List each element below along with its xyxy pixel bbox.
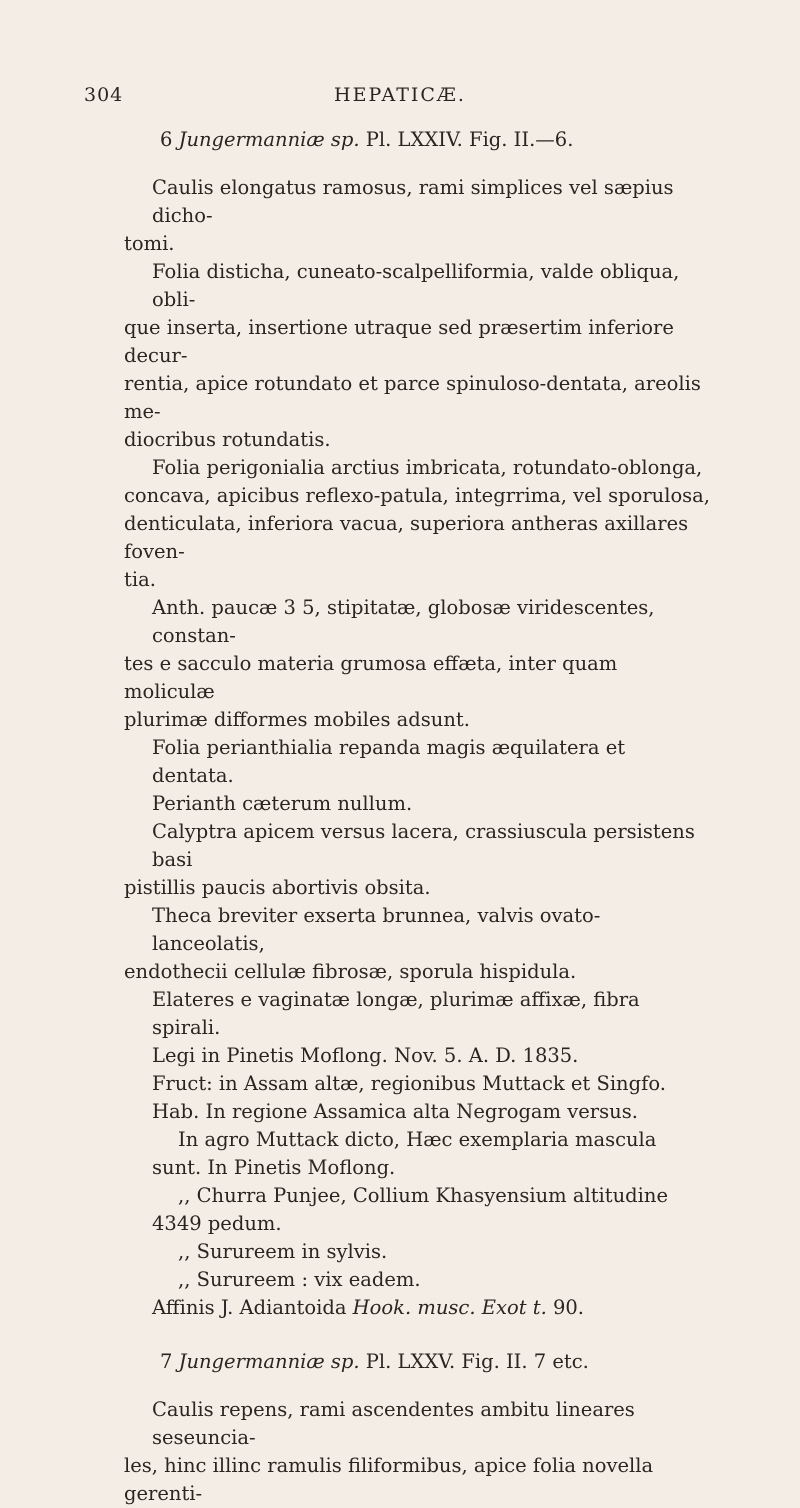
folia-perigonialia-paragraph — [124, 454, 710, 594]
text-line: In agro Muttack dicto, Hæc exemplaria mascula — [178, 1128, 657, 1151]
text-line: endothecii cellulæ fibrosæ, sporula hispidula. — [124, 960, 577, 983]
text-line: diocribus rotundatis. — [124, 428, 331, 451]
text-line: Folia disticha, cuneato-scalpelliformia, valde obliqua, obli- — [152, 260, 680, 311]
page-body — [124, 126, 710, 1508]
text-line: Caulis repens, rami ascendentes ambitu lineares seseuncia- — [152, 1398, 635, 1449]
text-line: ,, Surureem : vix eadem. — [178, 1268, 421, 1291]
entry-7-caulis-paragraph — [124, 1396, 710, 1508]
calyptra-paragraph — [124, 818, 710, 902]
entry-7-species: Jungermanniæ sp. — [178, 1350, 360, 1373]
affinis-reference: Hook. musc. Exot t. — [352, 1296, 547, 1319]
perianth-paragraph — [124, 790, 710, 818]
text-line: Hab. In regione Assamica alta Negrogam versus. — [152, 1100, 638, 1123]
text-line: les, hinc illinc ramulis filiformibus, apice folia novella gerenti- — [124, 1454, 654, 1505]
antheridia-paragraph — [124, 594, 710, 734]
text-line: 4349 pedum. — [152, 1212, 282, 1235]
text-line: Perianth cæterum nullum. — [152, 792, 413, 815]
text-line: Calyptra apicem versus lacera, crassiuscula persistens basi — [152, 820, 695, 871]
text-line: plurimæ difformes mobiles adsunt. — [124, 708, 470, 731]
running-head: HEPATICÆ. — [334, 84, 466, 106]
text-line: que inserta, insertione utraque sed præsertim inferiore decur- — [124, 316, 674, 367]
text-line: Fruct: in Assam altæ, regionibus Muttack et Singfo. — [152, 1072, 666, 1095]
text-line: Caulis elongatus ramosus, rami simplices vel sæpius dicho- — [152, 176, 674, 227]
text-line: Elateres e vaginatæ longæ, plurimæ affixæ, fibra spirali. — [152, 988, 640, 1039]
affinis-text: Affinis J. Adiantoida — [152, 1296, 347, 1319]
text-line: tia. — [124, 568, 156, 591]
entry-7-plate-ref: Pl. LXXV. Fig. II. 7 etc. — [365, 1350, 589, 1373]
text-line: tomi. — [124, 232, 175, 255]
text-line: denticulata, inferiora vacua, superiora antheras axillares foven- — [124, 512, 689, 563]
text-line: Theca breviter exserta brunnea, valvis ovato-lanceolatis, — [152, 904, 601, 955]
text-line: concava, apicibus reflexo-patula, integrrima, vel sporulosa, — [124, 484, 711, 507]
entry-7-number: 7 — [160, 1350, 173, 1373]
text-line: Folia perigonialia arctius imbricata, rotundato-oblonga, — [152, 456, 703, 479]
affinis-plate: 90. — [552, 1296, 584, 1319]
page-header — [84, 84, 716, 114]
entry-6-heading — [124, 126, 710, 154]
text-line: ,, Surureem in sylvis. — [178, 1240, 388, 1263]
page-number: 304 — [84, 84, 124, 106]
entry-6-plate-ref: Pl. LXXIV. Fig. II.—6. — [365, 128, 574, 151]
elateres-paragraph — [124, 986, 710, 1042]
text-line: rentia, apice rotundato et parce spinuloso-dentata, areolis me- — [124, 372, 701, 423]
caulis-paragraph — [124, 174, 710, 258]
theca-paragraph — [124, 902, 710, 986]
text-line: ,, Churra Punjee, Collium Khasyensium altitudine — [178, 1184, 668, 1207]
text-line: Anth. paucæ 3 5, stipitatæ, globosæ viridescentes, constan- — [152, 596, 655, 647]
affinis-line — [124, 1294, 710, 1322]
collection-paragraph — [124, 1042, 710, 1322]
text-line: sunt. In Pinetis Moflong. — [152, 1156, 396, 1179]
text-line: Legi in Pinetis Moflong. Nov. 5. A. D. 1835. — [152, 1044, 579, 1067]
text-line: pistillis paucis abortivis obsita. — [124, 876, 431, 899]
folia-paragraph — [124, 258, 710, 454]
text-line: Folia perianthialia repanda magis æquilatera et dentata. — [152, 736, 626, 787]
entry-6-species: Jungermanniæ sp. — [178, 128, 360, 151]
entry-6-number: 6 — [160, 128, 173, 151]
entry-7-heading — [124, 1348, 710, 1376]
text-line: tes e sacculo materia grumosa effæta, inter quam moliculæ — [124, 652, 618, 703]
folia-perianthialia-paragraph — [124, 734, 710, 790]
